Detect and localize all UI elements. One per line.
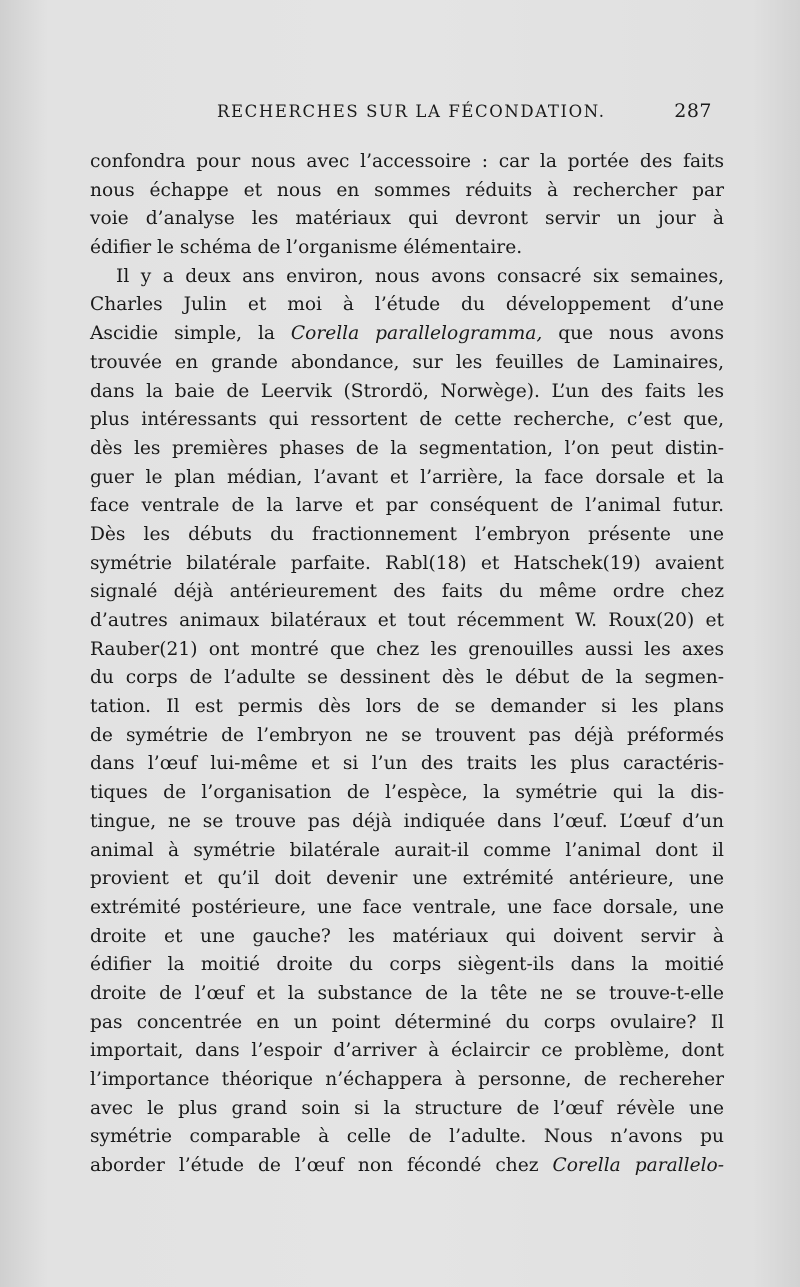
text-line: dans la baie de Leervik (Strordö, Norwège). L’un des faits les: [90, 380, 724, 402]
text-line: plus intéressants qui ressortent de cette recherche, c’est que,: [90, 409, 724, 431]
text-line: l’importance théorique n’échappera à personne, de rechereher: [90, 1069, 724, 1090]
text-line: avec le plus grand soin si la structure de l’œuf révèle une: [90, 1097, 724, 1119]
text-line: dans l’œuf lui-même et si l’un des traits les plus caractéris-: [90, 753, 724, 775]
text-line: édifier la moitié droite du corps siègent-ils dans la moitié: [90, 954, 724, 976]
species-name: Corella parallelo-: [552, 1155, 724, 1177]
text-line: Charles Julin et moi à l’étude du développement d’une: [90, 294, 724, 316]
text-line: signalé déjà antérieurement des faits du même ordre chez: [90, 581, 724, 603]
text-line: pas concentrée en un point déterminé du corps ovulaire? Il: [90, 1011, 724, 1033]
text-line: provient et qu’il doit devenir une extrémité antérieure, une: [90, 868, 724, 890]
text-line: de symétrie de l’embryon ne se trouvent pas déjà préformés: [90, 724, 724, 746]
text-line: Il y a deux ans environ, nous avons consacré six semaines,: [116, 265, 724, 287]
body-text: [90, 148, 724, 1181]
text-line: trouvée en grande abondance, sur les feuilles de Laminaires,: [90, 351, 724, 373]
text-line: extrémité postérieure, une face ventrale, une face dorsale, une: [90, 896, 724, 918]
text-line: édifier le schéma de l’organisme élémentaire.: [90, 237, 523, 259]
species-name: Corella parallelogramma,: [290, 323, 543, 345]
text-line: [90, 320, 724, 349]
text-line: tingue, ne se trouve pas déjà indiquée dans l’œuf. L’œuf d’un: [90, 810, 724, 832]
text-line: guer le plan médian, l’avant et l’arrière, la face dorsale et la: [90, 466, 724, 488]
text-line: Rauber(21) ont montré que chez les grenouilles aussi les axes: [90, 638, 724, 660]
text-line: confondra pour nous avec l’accessoire : car la portée des faits: [90, 151, 724, 172]
text-line: d’autres animaux bilatéraux et tout récemment W. Roux(20) et: [90, 610, 724, 631]
running-title: RECHERCHES SUR LA FÉCONDATION.: [217, 102, 606, 121]
running-head: [90, 100, 714, 130]
text-line: du corps de l’adulte se dessinent dès le début de la segmen-: [90, 667, 724, 689]
text-line: symétrie comparable à celle de l’adulte. Nous n’avons pu: [90, 1126, 724, 1148]
text-line: importait, dans l’espoir d’arriver à éclaircir ce problème, dont: [90, 1040, 724, 1062]
text-line: droite de l’œuf et la substance de la tête ne se trouve-t-elle: [90, 982, 724, 1004]
text-segment: que nous avons: [542, 323, 724, 345]
text-line: Dès les débuts du fractionnement l’embryon présente une: [90, 523, 724, 545]
text-line: [90, 1152, 724, 1181]
text-line: face ventrale de la larve et par conséquent de l’animal futur.: [90, 495, 724, 517]
text-line: symétrie bilatérale parfaite. Rabl(18) et Hatschek(19) avaient: [90, 552, 724, 574]
text-line: tation. Il est permis dès lors de se demander si les plans: [90, 696, 724, 718]
text-line: droite et une gauche? les matériaux qui doivent servir à: [90, 925, 724, 947]
text-line: voie d’analyse les matériaux qui devront servir un jour à: [90, 208, 724, 230]
text-segment: Ascidie simple, la: [90, 323, 291, 345]
text-line: animal à symétrie bilatérale aurait-il comme l’animal dont il: [90, 839, 724, 861]
text-line: nous échappe et nous en sommes réduits à rechercher par: [90, 179, 724, 201]
text-line: dès les premières phases de la segmentation, l’on peut distin-: [90, 437, 724, 459]
page-number: 287: [674, 100, 712, 122]
text-segment: aborder l’étude de l’œuf non fécondé chez: [90, 1155, 553, 1177]
text-line: tiques de l’organisation de l’espèce, la symétrie qui la dis-: [90, 782, 724, 804]
